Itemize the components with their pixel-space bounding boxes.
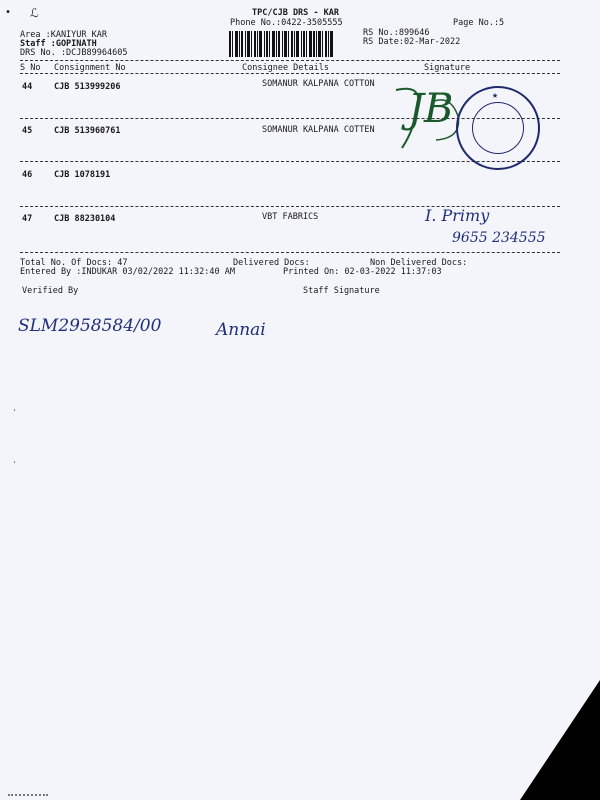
divider <box>20 60 560 61</box>
total-docs: Total No. Of Docs: 47 <box>20 258 128 268</box>
page-number: Page No.:5 <box>453 18 505 28</box>
drs-number: DRS No. :DCJB89964605 <box>20 48 128 58</box>
table-row-sno: 46 <box>22 170 33 180</box>
handwritten-code: SLM2958584/00 <box>18 316 162 336</box>
handwritten-signature: Annai <box>216 320 266 340</box>
barcode <box>229 31 359 57</box>
bottom-edge-mark <box>8 786 48 796</box>
rs-date: RS Date:02-Mar-2022 <box>363 37 461 47</box>
margin-mark: ' <box>12 460 17 469</box>
table-row-sno: 47 <box>22 214 33 224</box>
column-header-signature: Signature <box>424 63 471 73</box>
page-corner-shadow <box>520 680 600 800</box>
stamp-center <box>472 102 524 154</box>
corner-mark: • <box>5 7 12 18</box>
staff-label: Staff :GOPINATH <box>20 39 97 49</box>
table-row-consignee: VBT FABRICS <box>262 212 319 222</box>
table-row-consignment: CJB 88230104 <box>54 214 116 224</box>
staff-signature: Staff Signature <box>303 286 380 296</box>
document-title: TPC/CJB DRS - KAR <box>252 8 339 18</box>
delivered-docs: Delivered Docs: <box>233 258 310 268</box>
area-label: Area :KANIYUR KAR <box>20 30 107 40</box>
rs-number: RS No.:899646 <box>363 28 430 38</box>
printed-on: Printed On: 02-03-2022 11:37:03 <box>283 267 442 277</box>
column-header-consignment: Consignment No <box>54 63 126 73</box>
handwritten-name: I. Primy <box>425 206 490 225</box>
table-row-sno: 44 <box>22 82 33 92</box>
table-row-consignee: SOMANUR KALPANA COTTON <box>262 79 375 89</box>
non-delivered-docs: Non Delivered Docs: <box>370 258 468 268</box>
column-header-sno: S No <box>20 63 41 73</box>
margin-mark: ' <box>12 408 17 417</box>
table-row-consignment: CJB 1078191 <box>54 170 111 180</box>
stamp-star-icon: ★ <box>492 90 499 101</box>
divider <box>20 252 560 253</box>
column-header-consignee: Consignee Details <box>242 63 329 73</box>
verified-by: Verified By <box>22 286 79 296</box>
divider <box>20 73 560 74</box>
handwritten-initials: JB <box>408 86 454 132</box>
handwritten-phone: 9655 234555 <box>452 230 546 246</box>
corner-scribble-icon: ℒ <box>30 6 39 20</box>
phone-number: Phone No.:0422-3505555 <box>230 18 343 28</box>
company-stamp <box>456 86 540 170</box>
table-row-consignment: CJB 513960761 <box>54 126 121 136</box>
table-row-consignee: SOMANUR KALPANA COTTEN <box>262 125 375 135</box>
table-row-sno: 45 <box>22 126 33 136</box>
table-row-consignment: CJB 513999206 <box>54 82 121 92</box>
entered-by: Entered By :INDUKAR 03/02/2022 11:32:40 AM <box>20 267 235 277</box>
